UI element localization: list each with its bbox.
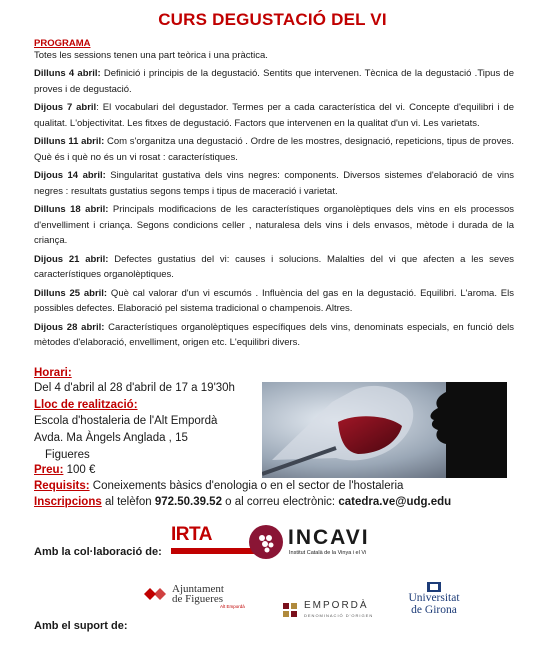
session-item: [34, 320, 514, 351]
session-day: Dilluns 18 abril:: [34, 204, 109, 215]
ajuntament-line-1: Ajuntament: [172, 583, 224, 595]
session-text: : El vocabulari del degustador. Termes per a cada característica del vi. Concepte d'equilibri i de qualitat. L'objectivitat. Les fitxes de degustació. Factors que intervenen en la qualitat d'un vi. Les varietats.: [34, 102, 515, 129]
session-day: Dilluns 11 abril:: [34, 136, 105, 147]
incavi-logo: [248, 522, 418, 562]
udg-line-2: de Girona: [411, 604, 457, 616]
session-item: [34, 66, 514, 97]
inscripcions-heading: Inscripcions: [34, 496, 102, 508]
sessions-list: [34, 66, 514, 354]
udg-line-1: Universitat: [408, 592, 460, 604]
horari-value: Del 4 d'abril al 28 d'abril de 17 a 19'30h: [34, 382, 235, 394]
inscripcions-pre: al telèfon: [101, 496, 155, 508]
session-day: Dijous 28 abril:: [34, 321, 105, 333]
session-item: [34, 168, 514, 199]
collab-label: Amb la col·laboració de:: [34, 546, 162, 558]
session-text: Què cal valorar d'un vi escumós . Influència del gas en la degustació. Equilibri. L'aroma. Els possibles defectes. Elaboració pel sistema tradicional o champenois. Altres.: [34, 287, 514, 314]
irta-logo-text: IRTA: [171, 524, 212, 545]
session-day: Dijous 7 abril: [34, 102, 97, 113]
udg-emblem-icon: [427, 582, 441, 592]
session-text: Defectes gustatius del vi: causes i solucions. Malalties del vi que afecten a les seves característiques organolèptiques.: [34, 253, 514, 280]
session-text: Singularitat gustativa dels vins negres: components. Diversos sistemes d'elaboració de vins negres : resultats gustatius segons temps i tipus de maceració i varietat.: [34, 170, 514, 197]
requisits-heading: Requisits:: [34, 480, 90, 492]
session-day: Dijous 21 abril:: [34, 253, 109, 265]
session-day: Dilluns 25 abril:: [34, 287, 108, 299]
ajuntament-emblem-icon: [142, 584, 168, 604]
session-day: Dijous 14 abril:: [34, 170, 106, 181]
udg-logo-text: [401, 592, 467, 616]
intro-text: Totes les sessions tenen una part teòrica i una pràctica.: [34, 50, 268, 61]
ajuntament-figueres-logo: [140, 583, 260, 609]
lloc-line-1: Escola d'hostaleria de l'Alt Empordà: [34, 415, 218, 427]
programa-heading: PROGRAMA: [34, 38, 91, 49]
requisits-row: [34, 480, 403, 492]
session-item: [34, 134, 514, 165]
emporda-logo-text: EMPORDÀ: [304, 600, 369, 611]
preu-heading: Preu:: [34, 464, 64, 476]
lloc-line-2: Avda. Ma Àngels Anglada , 15: [34, 432, 188, 444]
session-text: Principals modificacions de les característiques organolèptiques dels vins en els processos d'envelliment i criança. Segons condicions celler , naturalesa dels vins i dels envasos, mètode i durada de la criança.: [34, 204, 514, 246]
session-item: [34, 252, 514, 283]
session-item: [34, 202, 514, 249]
suport-label: Amb el suport de:: [34, 620, 128, 632]
emporda-emblem-icon: [282, 602, 298, 618]
emporda-logo-subtitle: DENOMINACIÓ D'ORIGEN: [304, 613, 374, 618]
ajuntament-line-2: de Figueres: [172, 593, 224, 605]
session-text: Característiques organolèptiques específiques dels vins, denominats especials, en funció dels mètodes d'elaboració, envelliment, origen etc. L'equilibri divers.: [34, 321, 514, 348]
incavi-emblem-icon: [248, 524, 284, 560]
horari-heading: Horari:: [34, 367, 72, 379]
lloc-line-3: Figueres: [45, 449, 90, 461]
wine-tasting-photo: [262, 382, 507, 478]
udg-logo: [399, 582, 469, 622]
emporda-do-logo: [282, 600, 392, 622]
preu-value: 100 €: [63, 464, 96, 476]
requisits-value: Coneixements bàsics d'enologia o en el sector de l'hostaleria: [89, 480, 404, 492]
incavi-logo-text: INCAVI: [288, 526, 370, 549]
preu-row: [34, 464, 95, 476]
incavi-logo-subtitle: Institut Català de la Vinya i el Vi: [289, 550, 367, 556]
session-day: Dilluns 4 abril:: [34, 68, 101, 79]
session-text: Definició i principis de la degustació. Sentits que intervenen. Tècnica de la degustació .Tipus de proves i de degustació.: [34, 68, 514, 95]
ajuntament-logo-subtitle: Alt Empordà: [220, 604, 245, 609]
inscripcions-email[interactable]: catedra.ve@udg.edu: [338, 496, 452, 508]
session-item: [34, 100, 514, 131]
lloc-heading: Lloc de realització:: [34, 399, 138, 411]
ajuntament-logo-text: [172, 584, 224, 604]
session-item: [34, 286, 514, 317]
inscripcions-mid: o al correu electrònic:: [221, 496, 339, 508]
wine-glass-silhouette-photo: [262, 382, 507, 478]
session-text: Com s'organitza una degustació . Ordre de les mostres, designació, repeticions, tipus de proves. Què és i què no és un vi rosat : característiques.: [34, 136, 514, 163]
inscripcions-row: [34, 496, 451, 508]
page-title: CURS DEGUSTACIÓ DEL VI: [158, 10, 387, 29]
inscripcions-phone[interactable]: 972.50.39.52: [154, 496, 222, 508]
